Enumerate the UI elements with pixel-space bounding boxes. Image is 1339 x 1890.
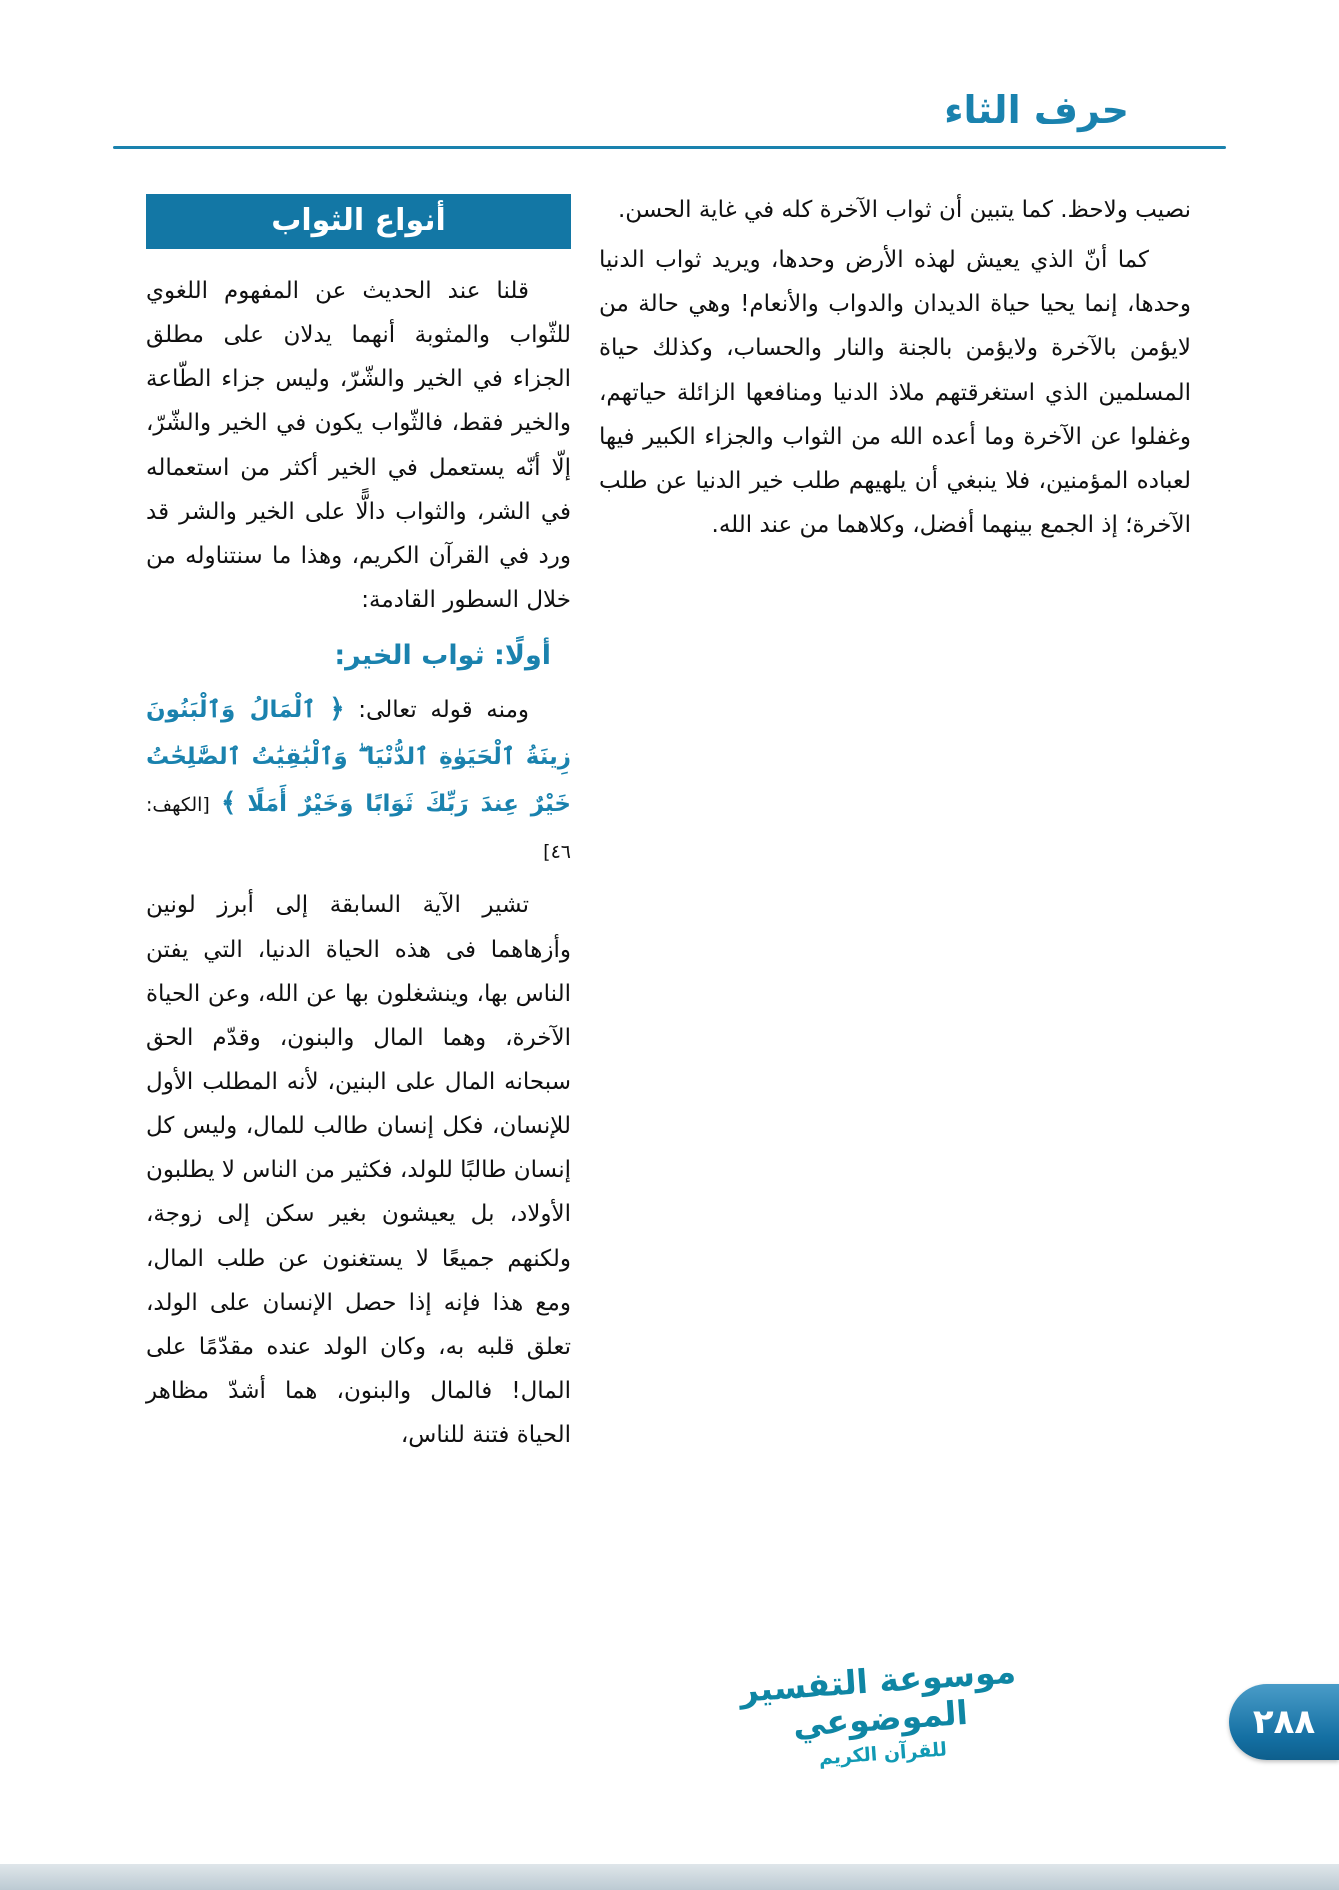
verse-reference: [الكهف: ٤٦] [146,794,571,864]
page-bottom-edge [0,1864,1339,1890]
page-number: ٢٨٨ [1252,1702,1316,1742]
paragraph: نصيب ولاحظ. كما يتبين أن ثواب الآخرة كله في غاية الحسن. [617,197,1191,223]
header-divider [113,146,1226,149]
verse-open-ornament: ﴿ [329,694,345,725]
content-columns [146,188,1191,1463]
left-column [146,188,571,1463]
quran-verse: ٱلْمَالُ وَٱلْبَنُونَ زِينَةُ ٱلْحَيَوٰةِ ٱلدُّنْيَا ۖ وَٱلْبَٰقِيَٰتُ ٱلصَّٰلِحَٰتُ خَيْرٌ عِندَ رَبِّكَ ثَوَابًا وَخَيْرٌ أَمَلًا [146,697,572,818]
publisher-emblem [732,1652,1029,1776]
emblem-title: موسوعة التفسير الموضوعي [738,1651,1018,1744]
section-box-title: أنواع الثواب [146,194,571,249]
right-column [599,188,1191,553]
paragraph: تشير الآية السابقة إلى أبرز لونين وأزهاهما فى هذه الحياة الدنيا، التي يفتن الناس بها، وينشغلون بها عن الله، وعن الحياة الآخرة، وهما المال والبنون، وقدّم الحق سبحانه المال على البنين، لأنه المطلب الأول للإنسان، فكل إنسان طالب للمال، وليس كل إنسان طالبًا للولد، فكثير من الناس لا يطلبون الأولاد، بل يعيشون بغير سكن إلى زوجة، ولكنهم جميعًا لا يستغنون عن طلب المال، ومع هذا فإنه إذا حصل الإنسان على الولد، تعلق قلبه به، وكان الولد عنده مقدّمًا على المال! فالمال والبنون، هما أشدّ مظاهر الحياة فتنة للناس، [146,892,571,1449]
chapter-title: حرف الثاء [944,88,1129,132]
emblem-subtitle: للقرآن الكريم [818,1738,948,1770]
verse-close-ornament: ﴾ [220,788,237,819]
page-number-tab [1229,1684,1339,1760]
verse-paragraph [146,685,571,873]
paragraph: قلنا عند الحديث عن المفهوم اللغوي للثّواب والمثوبة أنهما يدلان على مطلق الجزاء في الخير والشّرّ، وليس جزاء الطّاعة والخير فقط، فالثّواب يكون في الخير والشّرّ، إلّا أنّه يستعمل في الخير أكثر من استعماله في الشر، والثواب دالًّا على الخير والشر قد ورد في القرآن الكريم، وهذا ما سنتناوله من خلال السطور القادمة: [146,278,571,614]
subheading: أولًا: ثواب الخير: [334,640,551,672]
verse-intro: ومنه قوله تعالى: [344,697,529,724]
paragraph: كما أنّ الذي يعيش لهذه الأرض وحدها، ويريد ثواب الدنيا وحدها، إنما يحيا حياة الديدان والدواب والأنعام! وهي حالة من لايؤمن بالآخرة ولايؤمن بالجنة والنار والحساب، وكذلك حياة المسلمين الذي استغرقتهم ملاذ الدنيا ومنافعها الزائلة حياتهم، وغفلوا عن الآخرة وما أعده الله من الثواب والجزاء الكبير فيها لعباده المؤمنين، فلا ينبغي أن يلهيهم طلب خير الدنيا عن طلب الآخرة؛ إذ الجمع بينهما أفضل، وكلاهما من عند الله. [599,247,1191,539]
